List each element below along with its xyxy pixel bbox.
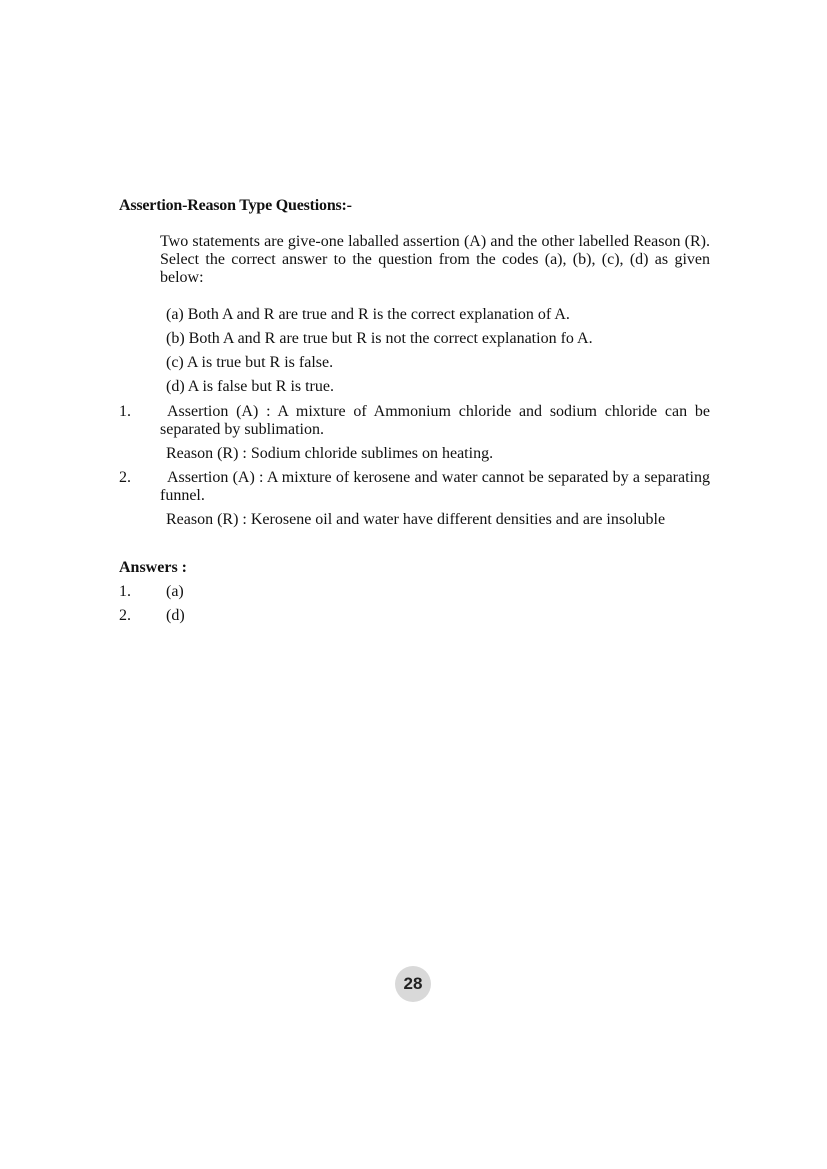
question-reason: Reason (R) : Sodium chloride sublimes on heating. xyxy=(166,445,494,462)
question-number: 1. xyxy=(119,403,131,420)
answer-value: (d) xyxy=(166,607,185,624)
answer-code-b: (b) Both A and R are true but R is not the correct explanation fo A. xyxy=(166,330,593,347)
answer-number: 1. xyxy=(119,583,131,600)
answer-number: 2. xyxy=(119,607,131,624)
answer-code-a: (a) Both A and R are true and R is the correct explanation of A. xyxy=(166,306,570,323)
answer-code-c: (c) A is true but R is false. xyxy=(166,354,334,371)
answer-value: (a) xyxy=(166,583,184,600)
answer-code-d: (d) A is false but R is true. xyxy=(166,378,334,395)
page-number-badge: 28 xyxy=(395,966,431,1002)
question-number: 2. xyxy=(119,469,131,486)
answers-heading: Answers : xyxy=(119,559,187,576)
answer-codes-list xyxy=(166,306,726,402)
instructions-paragraph: Two statements are give-one laballed assertion (A) and the other labelled Reason (R). Select the correct answer to the question from the codes (a), (b), (c), (d) as given below: xyxy=(160,233,710,286)
question-assertion: Assertion (A) : A mixture of kerosene and water cannot be separated by a separating funnel. xyxy=(160,469,710,504)
question-reason: Reason (R) : Kerosene oil and water have different densities and are insoluble xyxy=(166,511,666,528)
section-heading: Assertion-Reason Type Questions:- xyxy=(119,197,352,214)
question-assertion: Assertion (A) : A mixture of Ammonium chloride and sodium chloride can be separated by sublimation. xyxy=(160,403,710,438)
